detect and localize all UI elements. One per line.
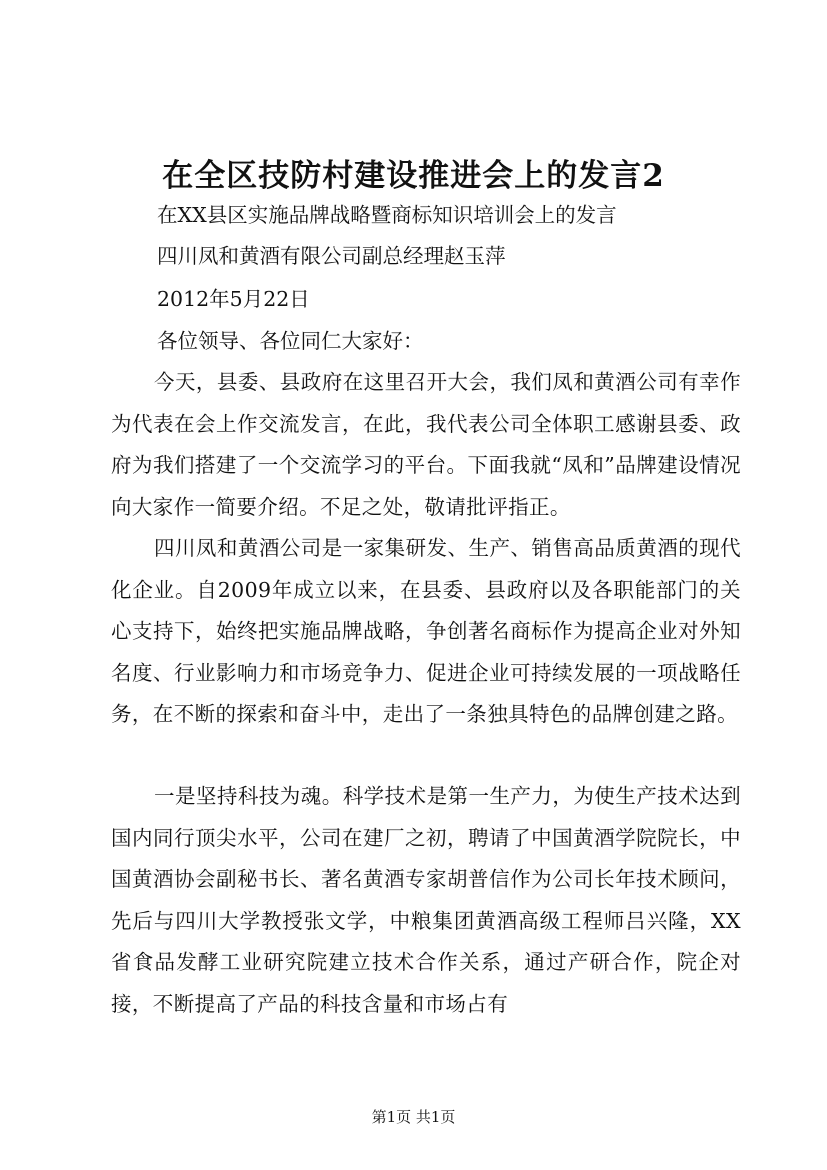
body-paragraph: 四川凤和黄酒公司是一家集研发、生产、销售高品质黄酒的现代化企业。自2009年成立以来，在县委、县政府以及各职能部门的关心支持下，始终把实施品牌战略，争创著名商标作为提高企业对外知名度、行业影响力和市场竞争力、促进企业可持续发展的一项战略任务，在不断的探索和奋斗中，走出了一条独具特色的品牌创建之路。 — [111, 536, 741, 726]
page-footer: 第1页 共1页 — [371, 1108, 456, 1126]
body-paragraph: 今天，县委、县政府在这里召开大会，我们凤和黄酒公司有幸作为代表在会上作交流发言，在此，我代表公司全体职工感谢县委、政府为我们搭建了一个交流学习的平台。下面我就“凤和”品牌建设情况向大家作一简要介绍。不足之处，敬请批评指正。 — [111, 370, 741, 519]
salutation-line: 各位领导、各位同仁大家好： — [157, 329, 424, 353]
body-paragraph: 一是坚持科技为魂。科学技术是第一生产力，为使生产技术达到国内同行顶尖水平，公司在建厂之初，聘请了中国黄酒学院院长，中国黄酒协会副秘书长、著名黄酒专家胡普信作为公司长年技术顾问，先后与四川大学教授张文学，中粮集团黄酒高级工程师吕兴隆，XX省食品发酵工业研究院建立技术合作关系，通过产研合作，院企对接，不断提高了产品的科技含量和市场占有 — [111, 784, 741, 1016]
speaker-line: 四川凤和黄酒有限公司副总经理赵玉萍 — [157, 244, 506, 268]
date-line: 2012年5月22日 — [157, 287, 310, 311]
subtitle-line: 在XX县区实施品牌战略暨商标知识培训会上的发言 — [157, 203, 617, 227]
document-title: 在全区技防村建设推进会上的发言2 — [162, 158, 665, 194]
